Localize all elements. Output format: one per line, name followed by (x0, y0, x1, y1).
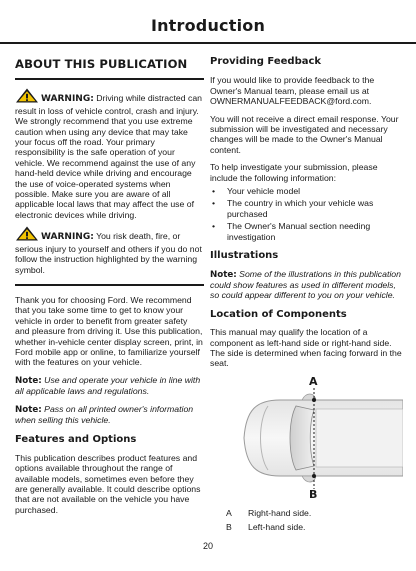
features-paragraph: This publication describes product features and options available throughout the range of available models, sometimes even before they are generally available. It could describe options that are not available on the vehicle you have purchased. (15, 452, 201, 515)
feedback-paragraph-3: To help investigate your submission, please include the following information: (210, 162, 378, 183)
note-text: Use and operate your vehicle in line with all applicable laws and regulations. (15, 374, 201, 397)
feedback-title: Providing Feedback (210, 56, 322, 67)
vehicle-sides-diagram (210, 376, 403, 500)
diagram-label-b: B (309, 487, 318, 501)
legend-row (210, 508, 403, 518)
illustrations-title: Illustrations (210, 250, 279, 262)
legend-key: B (226, 522, 232, 533)
bullet-icon: • (212, 221, 216, 232)
illustrations-note (210, 269, 403, 301)
list-item: • The country in which your vehicle was purchased (212, 198, 374, 219)
list-item: • Your vehicle model (212, 186, 301, 197)
left-column (15, 54, 204, 522)
warning-label: WARNING: (41, 94, 94, 105)
legend-row (210, 522, 403, 532)
warning-symbol (15, 226, 204, 275)
warning-distraction (15, 88, 204, 220)
features-title: Features and Options (15, 434, 137, 446)
legend-key: A (226, 507, 232, 518)
location-paragraph: This manual may qualify the location of a component as left-hand side or right-hand side. The side is determined when facing forward in the seat. (210, 327, 402, 369)
note-label: Note: (15, 375, 42, 386)
header-divider (0, 42, 416, 44)
legend-value: Left-hand side. (248, 522, 306, 533)
warning-box (15, 78, 204, 286)
note-text: Some of the illustrations in this publication could show features as used in different models, so could appear different to you on your vehicle. (210, 268, 401, 301)
warning-text: Driving while distracted can result in loss of vehicle control, crash and injury. We strongly recommend that you use extreme caution when using any device that may take your focus off the road. Your primary responsibility is the safe operation of your vehicle. We recommend against the use of any hand-held device while driving and encourage the use of voice-operated systems when possible. Make sure you are aware of all applicable local laws that may affect the use of electronic devices while driving. (15, 93, 202, 220)
bullet-icon: • (212, 198, 216, 209)
note-label: Note: (15, 404, 42, 415)
warning-text: You risk death, fire, or serious injury to yourself and others if you do not follow the instruction highlighted by the warning symbol. (15, 231, 202, 275)
warning-triangle-icon (15, 88, 39, 105)
vehicle-top-view-illustration (210, 376, 403, 500)
note-laws (15, 375, 204, 397)
note-label: Note: (210, 269, 237, 280)
legend-value: Right-hand side. (248, 507, 312, 518)
note-text: Pass on all printed owner's information when selling this vehicle. (15, 403, 194, 425)
list-item: • The Owner's Manual section needing investigation (212, 221, 371, 242)
section-title-about: ABOUT THIS PUBLICATION (15, 57, 188, 71)
location-title: Location of Components (210, 308, 347, 320)
right-column (210, 54, 403, 537)
bullet-icon: • (212, 186, 216, 197)
page-header-title: Introduction (150, 16, 266, 35)
feedback-paragraph-2: You will not receive a direct email response. Your submission will be investigated and necessary changes will be made to the Owner's Manual content. (210, 113, 399, 155)
note-selling (15, 404, 204, 426)
diagram-label-a: A (309, 374, 318, 388)
warning-label: WARNING: (41, 232, 94, 243)
feedback-info-list (210, 186, 403, 242)
intro-paragraph: Thank you for choosing Ford. We recommend that you take some time to get to know your vehicle in order to benefit from greater safety and pleasure from driving it. Use this publication, whether in-vehicle center display screen, print, in Ford mobile app or online, to familiarize yourself with the features on your vehicle. (15, 294, 203, 368)
warning-triangle-icon (15, 226, 39, 243)
page-number: 20 (202, 541, 213, 551)
feedback-paragraph-1: If you would like to provide feedback to the Owner's Manual team, please email us at OWNERMANUALFEEDBACK@ford.com. (210, 75, 375, 107)
